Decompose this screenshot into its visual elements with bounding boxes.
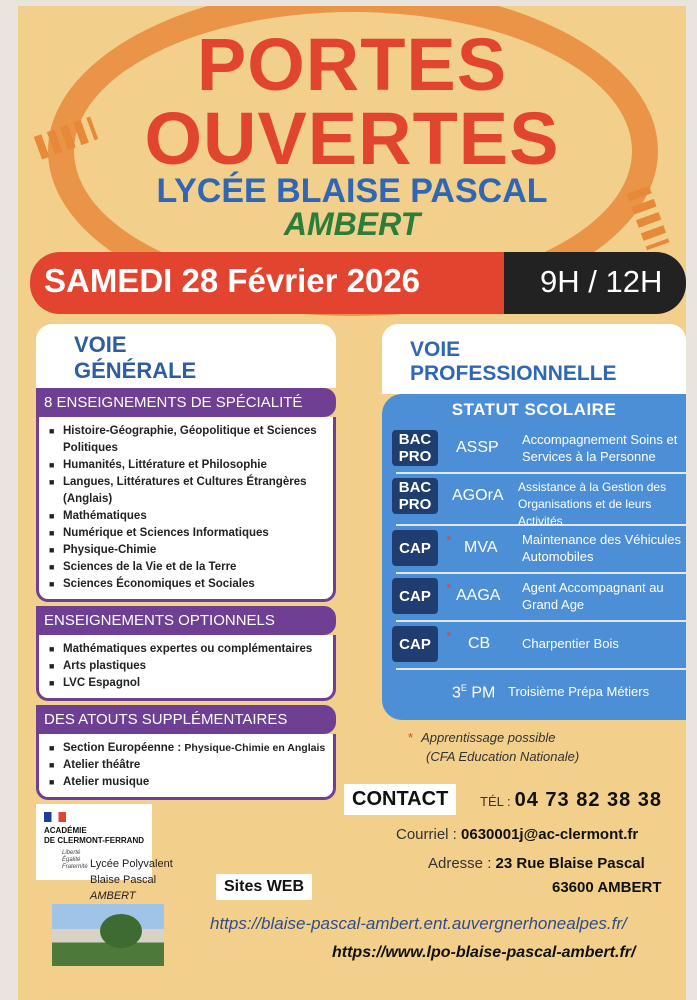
diploma-badge [392,478,438,514]
list-item: ■ Mathématiques expertes ou complémentaires [49,641,327,658]
diploma-badge: CAP [392,530,438,566]
apprentissage-star: * [446,628,452,644]
formation-code: CB [468,635,491,652]
apprentissage-star: * [446,580,452,596]
street-address: 23 Rue Blaise Pascal [495,855,645,872]
heading-line: GÉNÉRALE [74,358,197,383]
formation-desc: Agent Accompagnant au Grand Age [522,580,664,612]
specialites-title: 8 ENSEIGNEMENTS DE SPÉCIALITÉ [36,388,336,417]
list-item: ■ Atelier musique [49,774,327,791]
poster [18,6,686,1000]
atouts-title: DES ATOUTS SUPPLÉMENTAIRES [36,705,336,734]
sites-web-label: Sites WEB [216,874,312,900]
devise-line: Égalité [62,857,81,863]
list-item: ■ Mathématiques [49,508,327,525]
french-flag-icon [44,812,66,822]
address [428,855,645,872]
apprentissage-star: * [446,532,452,548]
list-item: ■ Sciences de la Vie et de la Terre [49,559,327,576]
list-item: ■ Sciences Économiques et Sociales [49,576,327,593]
section-europeenne: Section Européenne : [63,742,182,754]
code-suffix: PM [471,684,496,702]
list-item: ■ Physique-Chimie [49,542,327,559]
badge-text: PRO [398,496,432,513]
devise-line: Fraternité [62,864,88,870]
note-line: Apprentissage possible [421,730,556,745]
code-number: 3 [452,684,461,702]
list-item: ■ Numérique et Sciences Informatiques [49,525,327,542]
diploma-badge: CAP [392,578,438,614]
title-portes: PORTES [196,23,508,106]
email-address: 0630001j@ac-clermont.fr [461,826,639,843]
date-band [30,252,508,314]
badge-text: BAC [398,431,432,448]
time-band [504,252,686,314]
heading-line: VOIE [74,332,127,357]
formation-code: ASSP [456,439,499,456]
school-name: LYCÉE BLAISE PASCAL [156,172,548,210]
formation-desc: Maintenance des Véhicules Automobiles [522,532,681,564]
phone-label: TÉL : [480,794,511,809]
formation-row [396,622,686,670]
city: 63600 AMBERT [552,879,662,896]
academie-text [44,826,144,846]
list-item: ■ Atelier théâtre [49,757,327,774]
formation-desc: Troisième Prépa Métiers [508,684,650,699]
formation-code: AGOrA [452,487,504,504]
event-time: 9H / 12H [540,264,663,299]
statut-title: STATUT SCOLAIRE [451,400,617,419]
badge-text: BAC [398,479,432,496]
contact-label: CONTACT [344,784,456,815]
voie-pro-section [382,324,686,720]
ent-url[interactable]: https://blaise-pascal-ambert.ent.auvergnerhonealpes.fr/ [210,914,627,933]
list-item: ■ Langues, Littératures et Cultures Étrangères (Anglais) [49,474,327,508]
email-label: Courriel : [396,826,457,843]
phone [480,789,662,812]
lycee-label [90,856,173,904]
devise-line: Liberté [62,850,81,856]
formation-desc: Assistance à la Gestion des Organisations et de leurs Activités [518,480,667,528]
lycee-line: Lycée Polyvalent [90,858,173,870]
academie-line: DE CLERMONT-FERRAND [44,836,144,845]
formation-row [396,670,686,710]
town-name: AMBERT [283,206,421,242]
heading-line: VOIE [410,338,461,361]
school-photo [52,904,164,966]
apprentissage-note [408,728,579,766]
code-superscript: E [460,683,467,693]
formation-desc: Charpentier Bois [522,636,619,651]
website-url[interactable]: https://www.lpo-blaise-pascal-ambert.fr/ [332,944,636,961]
formation-row [396,474,686,526]
formation-code [452,683,495,702]
diploma-badge: CAP [392,626,438,662]
note-line: (CFA Education Nationale) [426,749,580,764]
list-item: ■ LVC Espagnol [49,675,327,692]
badge-text: PRO [398,448,432,465]
title-ouvertes: OUVERTES [144,97,560,180]
atouts-list [36,734,336,800]
formation-code: MVA [464,539,498,556]
list-item: ■ Histoire-Géographie, Géopolitique et Sciences Politiques [49,423,327,457]
event-date: SAMEDI 28 Février 2026 [44,262,421,299]
optionnels-title: ENSEIGNEMENTS OPTIONNELS [36,606,336,635]
formation-row [396,574,686,622]
formation-code: AAGA [456,587,501,604]
academie-line: ACADÉMIE [44,826,87,835]
formation-desc: Accompagnement Soins et Services à la Personne [522,432,678,464]
voie-generale-heading [36,324,336,388]
formation-row [396,526,686,574]
asterisk: * [408,730,414,745]
diploma-badge [392,430,438,466]
section-europeenne-detail: Physique-Chimie en Anglais [184,742,326,754]
optionnels-list [36,635,336,701]
formation-row [396,426,686,474]
lycee-line: AMBERT [90,890,136,902]
list-item [49,740,327,757]
heading-line: PROFESSIONNELLE [410,362,617,385]
lycee-line: Blaise Pascal [90,874,157,886]
list-item: ■ Arts plastiques [49,658,327,675]
list-item: ■ Humanités, Littérature et Philosophie [49,457,327,474]
phone-number: 04 73 82 38 38 [514,789,663,811]
statut-scolaire-box [382,394,686,720]
voie-generale-section [36,324,336,804]
email [396,826,638,843]
specialites-list [36,417,336,602]
devise [62,850,88,871]
address-label: Adresse : [428,855,492,872]
voie-pro-heading [382,324,686,394]
